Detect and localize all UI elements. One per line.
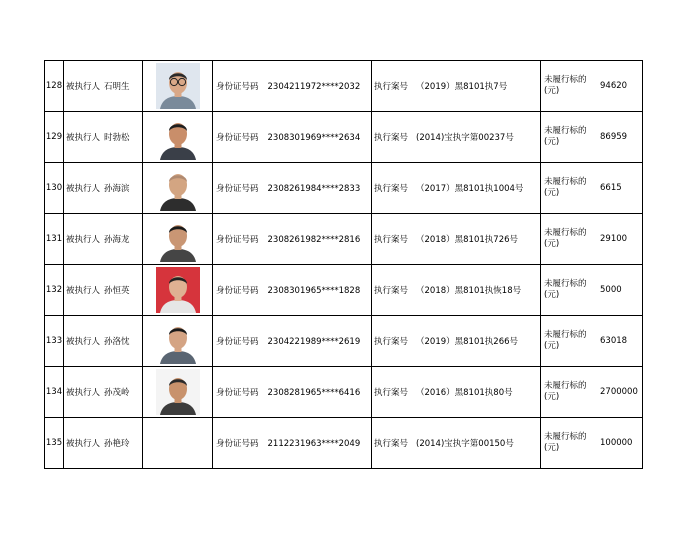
case-cell bbox=[372, 112, 541, 163]
amount-value: 29100 bbox=[600, 234, 628, 244]
role-label: 被执行人 bbox=[66, 133, 101, 143]
id-label: 身份证号码 bbox=[216, 133, 259, 143]
debtor-cell bbox=[64, 418, 143, 469]
id-cell bbox=[213, 112, 372, 163]
debtor-name: 孙海滨 bbox=[104, 184, 130, 194]
case-number: (2014)宝执字第00150号 bbox=[416, 439, 514, 449]
case-number: （2017）黑8101执1004号 bbox=[416, 184, 524, 194]
id-label: 身份证号码 bbox=[216, 286, 259, 296]
debtor-cell bbox=[64, 367, 143, 418]
table-row bbox=[45, 163, 643, 214]
debtor-cell bbox=[64, 316, 143, 367]
row-number: 135 bbox=[45, 418, 64, 469]
table-row bbox=[45, 316, 643, 367]
case-number: （2019）黑8101执266号 bbox=[416, 337, 519, 347]
id-label: 身份证号码 bbox=[216, 184, 259, 194]
case-label: 执行案号 bbox=[374, 388, 409, 398]
case-label: 执行案号 bbox=[374, 184, 409, 194]
table-row bbox=[45, 214, 643, 265]
amount-cell bbox=[541, 112, 643, 163]
portrait-icon bbox=[156, 318, 200, 364]
amount-value: 86959 bbox=[600, 132, 628, 142]
debtor-name: 孙艳玲 bbox=[104, 439, 130, 449]
id-cell bbox=[213, 418, 372, 469]
id-number: 2308301969****2634 bbox=[267, 133, 361, 143]
case-number: （2018）黑8101执726号 bbox=[416, 235, 519, 245]
amount-label: 未履行标的(元) bbox=[544, 126, 587, 147]
amount-cell bbox=[541, 214, 643, 265]
debtor-name: 孙茂岭 bbox=[104, 388, 130, 398]
debtor-name: 孙海龙 bbox=[104, 235, 130, 245]
id-label: 身份证号码 bbox=[216, 82, 259, 92]
id-cell bbox=[213, 265, 372, 316]
table-row bbox=[45, 265, 643, 316]
row-number: 129 bbox=[45, 112, 64, 163]
id-label: 身份证号码 bbox=[216, 235, 259, 245]
row-number: 130 bbox=[45, 163, 64, 214]
table-row bbox=[45, 418, 643, 469]
id-cell bbox=[213, 316, 372, 367]
case-number: （2019）黑8101执7号 bbox=[416, 82, 508, 92]
amount-value: 6615 bbox=[600, 183, 622, 193]
photo-cell bbox=[143, 61, 213, 112]
amount-label: 未履行标的(元) bbox=[544, 381, 587, 402]
id-number: 2304211972****2032 bbox=[267, 82, 361, 92]
amount-value: 100000 bbox=[600, 438, 633, 448]
debtor-table bbox=[44, 60, 643, 469]
amount-value: 63018 bbox=[600, 336, 628, 346]
amount-label: 未履行标的(元) bbox=[544, 330, 587, 351]
debtor-table-body bbox=[45, 61, 643, 469]
id-number: 2308261984****2833 bbox=[267, 184, 361, 194]
role-label: 被执行人 bbox=[66, 286, 101, 296]
portrait-icon bbox=[156, 216, 200, 262]
amount-cell bbox=[541, 265, 643, 316]
debtor-cell bbox=[64, 112, 143, 163]
case-label: 执行案号 bbox=[374, 82, 409, 92]
portrait-red-background-icon bbox=[156, 267, 200, 313]
row-number: 128 bbox=[45, 61, 64, 112]
case-number: （2018）黑8101执恢18号 bbox=[416, 286, 522, 296]
photo-cell bbox=[143, 367, 213, 418]
id-number: 2112231963****2049 bbox=[267, 439, 361, 449]
photo-cell bbox=[143, 316, 213, 367]
debtor-cell bbox=[64, 163, 143, 214]
case-label: 执行案号 bbox=[374, 439, 409, 449]
role-label: 被执行人 bbox=[66, 82, 101, 92]
id-cell bbox=[213, 214, 372, 265]
case-cell bbox=[372, 265, 541, 316]
amount-cell bbox=[541, 163, 643, 214]
role-label: 被执行人 bbox=[66, 439, 101, 449]
case-cell bbox=[372, 316, 541, 367]
portrait-shaved-icon bbox=[156, 165, 200, 211]
id-cell bbox=[213, 367, 372, 418]
row-number: 134 bbox=[45, 367, 64, 418]
table-row bbox=[45, 112, 643, 163]
amount-cell bbox=[541, 418, 643, 469]
id-number: 2308301965****1828 bbox=[267, 286, 361, 296]
debtor-cell bbox=[64, 214, 143, 265]
case-cell bbox=[372, 163, 541, 214]
case-label: 执行案号 bbox=[374, 286, 409, 296]
case-label: 执行案号 bbox=[374, 235, 409, 245]
id-cell bbox=[213, 61, 372, 112]
id-label: 身份证号码 bbox=[216, 337, 259, 347]
row-number: 131 bbox=[45, 214, 64, 265]
id-cell bbox=[213, 163, 372, 214]
row-number: 132 bbox=[45, 265, 64, 316]
debtor-cell bbox=[64, 265, 143, 316]
debtor-name: 时勃松 bbox=[104, 133, 130, 143]
case-cell bbox=[372, 418, 541, 469]
debtor-cell bbox=[64, 61, 143, 112]
photo-cell bbox=[143, 112, 213, 163]
amount-label: 未履行标的(元) bbox=[544, 75, 587, 96]
role-label: 被执行人 bbox=[66, 235, 101, 245]
portrait-icon bbox=[156, 369, 200, 415]
role-label: 被执行人 bbox=[66, 337, 101, 347]
case-cell bbox=[372, 214, 541, 265]
table-row bbox=[45, 61, 643, 112]
amount-cell bbox=[541, 367, 643, 418]
role-label: 被执行人 bbox=[66, 184, 101, 194]
amount-value: 5000 bbox=[600, 285, 622, 295]
id-number: 2304221989****2619 bbox=[267, 337, 361, 347]
case-label: 执行案号 bbox=[374, 133, 409, 143]
debtor-name: 孙恒英 bbox=[104, 286, 130, 296]
row-number: 133 bbox=[45, 316, 64, 367]
amount-label: 未履行标的(元) bbox=[544, 279, 587, 300]
debtor-name: 石明生 bbox=[104, 82, 130, 92]
photo-cell bbox=[143, 418, 213, 469]
id-label: 身份证号码 bbox=[216, 439, 259, 449]
amount-label: 未履行标的(元) bbox=[544, 228, 587, 249]
case-label: 执行案号 bbox=[374, 337, 409, 347]
debtor-name: 孙洛忱 bbox=[104, 337, 130, 347]
case-cell bbox=[372, 367, 541, 418]
amount-label: 未履行标的(元) bbox=[544, 432, 587, 453]
id-number: 2308261982****2816 bbox=[267, 235, 361, 245]
case-cell bbox=[372, 61, 541, 112]
id-number: 2308281965****6416 bbox=[267, 388, 361, 398]
amount-label: 未履行标的(元) bbox=[544, 177, 587, 198]
role-label: 被执行人 bbox=[66, 388, 101, 398]
table-row bbox=[45, 367, 643, 418]
case-number: (2014)宝执字第00237号 bbox=[416, 133, 514, 143]
case-number: （2016）黑8101执80号 bbox=[416, 388, 513, 398]
photo-cell bbox=[143, 163, 213, 214]
id-label: 身份证号码 bbox=[216, 388, 259, 398]
amount-value: 2700000 bbox=[600, 387, 638, 397]
amount-value: 94620 bbox=[600, 81, 628, 91]
portrait-glasses-icon bbox=[156, 63, 200, 109]
photo-cell bbox=[143, 214, 213, 265]
amount-cell bbox=[541, 316, 643, 367]
photo-cell bbox=[143, 265, 213, 316]
amount-cell bbox=[541, 61, 643, 112]
portrait-icon bbox=[156, 114, 200, 160]
